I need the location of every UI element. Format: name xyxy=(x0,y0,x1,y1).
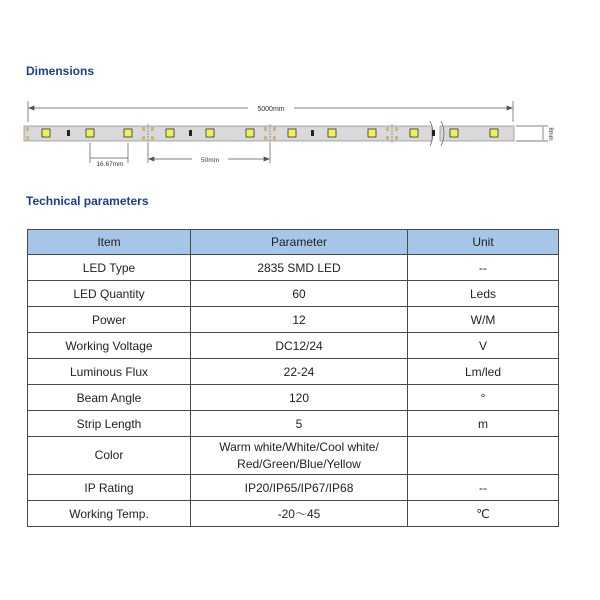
unit-cell: ℃ xyxy=(408,501,559,527)
unit-cell: V xyxy=(408,333,559,359)
dimensions-heading: Dimensions xyxy=(26,64,95,78)
pitch-label: 16.67mm xyxy=(96,161,124,168)
unit-cell: -- xyxy=(408,255,559,281)
parameter-line: Red/Green/Blue/Yellow xyxy=(237,456,361,471)
unit-cell: W/M xyxy=(408,307,559,333)
table-row xyxy=(28,385,559,411)
table-row xyxy=(28,359,559,385)
item-cell: Color xyxy=(28,437,191,475)
parameter-cell: 2835 SMD LED xyxy=(191,255,408,281)
table-header-row xyxy=(28,230,559,255)
unit-cell xyxy=(408,437,559,475)
item-cell: Power xyxy=(28,307,191,333)
unit-cell: Leds xyxy=(408,281,559,307)
parameter-line: Warm white/White/Cool white/ xyxy=(219,439,379,454)
item-cell: IP Rating xyxy=(28,475,191,501)
item-cell: Strip Length xyxy=(28,411,191,437)
item-cell: LED Quantity xyxy=(28,281,191,307)
header-item: Item xyxy=(28,230,191,255)
technical-parameters-table xyxy=(27,229,559,527)
parameter-cell: DC12/24 xyxy=(191,333,408,359)
strip-dimension-diagram xyxy=(0,0,600,190)
item-cell: Luminous Flux xyxy=(28,359,191,385)
unit-cell: m xyxy=(408,411,559,437)
table-row xyxy=(28,411,559,437)
pitch-dimension xyxy=(90,143,128,163)
technical-parameters-heading: Technical parameters xyxy=(26,194,149,208)
width-label: 8mm xyxy=(547,127,553,141)
unit-cell: ° xyxy=(408,385,559,411)
table-row xyxy=(28,307,559,333)
parameter-cell: -20～45 xyxy=(191,501,408,527)
table-row xyxy=(28,475,559,501)
parameter-cell: 60 xyxy=(191,281,408,307)
unit-cell: Lm/led xyxy=(408,359,559,385)
item-cell: Working Voltage xyxy=(28,333,191,359)
table-row xyxy=(28,255,559,281)
parameter-cell: IP20/IP65/IP67/IP68 xyxy=(191,475,408,501)
table-row xyxy=(28,281,559,307)
table-row xyxy=(28,501,559,527)
parameter-cell xyxy=(191,437,408,475)
parameter-cell: 22-24 xyxy=(191,359,408,385)
led-strip xyxy=(24,121,514,146)
width-dimension xyxy=(516,126,548,141)
parameter-cell: 5 xyxy=(191,411,408,437)
item-cell: LED Type xyxy=(28,255,191,281)
unit-cell: -- xyxy=(408,475,559,501)
table-row xyxy=(28,437,559,475)
header-parameter: Parameter xyxy=(191,230,408,255)
item-cell: Working Temp. xyxy=(28,501,191,527)
parameter-cell: 120 xyxy=(191,385,408,411)
header-unit: Unit xyxy=(408,230,559,255)
item-cell: Beam Angle xyxy=(28,385,191,411)
cut-length-label: 50mm xyxy=(200,157,220,164)
total-length-label: 5000mm xyxy=(257,106,285,113)
table-row xyxy=(28,333,559,359)
parameter-cell: 12 xyxy=(191,307,408,333)
